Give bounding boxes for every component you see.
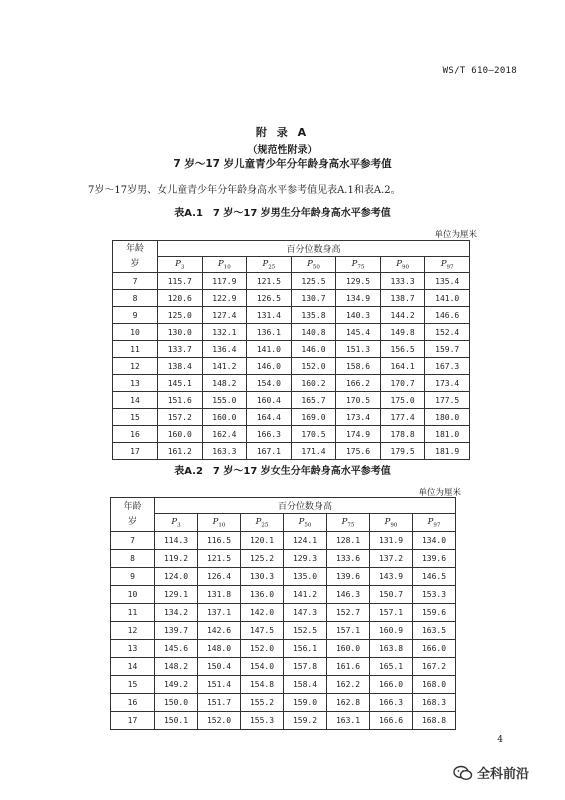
- height-cell: 145.6: [155, 640, 198, 658]
- height-cell: 130.0: [158, 324, 203, 341]
- height-cell: 124.1: [284, 532, 327, 550]
- height-cell: 159.6: [413, 604, 456, 622]
- annex-heading: 7 岁～17 岁儿童青少年分年龄身高水平参考值: [173, 158, 392, 170]
- height-cell: 126.5: [247, 290, 292, 307]
- height-cell: 139.7: [155, 622, 198, 640]
- height-cell: 142.6: [198, 622, 241, 640]
- percentile-header: $P_{25}$: [241, 514, 284, 532]
- table-row: [113, 307, 470, 324]
- height-cell: 161.2: [158, 443, 203, 460]
- height-cell: 133.6: [327, 550, 370, 568]
- page-number: 4: [497, 735, 503, 745]
- annex-title: 附 录 A: [255, 126, 310, 139]
- table-a2-unit: 单位为厘米: [418, 488, 461, 498]
- age-cell: 8: [113, 290, 158, 307]
- table-row: [113, 375, 470, 392]
- height-cell: 139.6: [327, 568, 370, 586]
- height-cell: 133.3: [380, 273, 425, 290]
- height-cell: 166.3: [247, 426, 292, 443]
- height-cell: 166.0: [413, 640, 456, 658]
- height-cell: 160.9: [370, 622, 413, 640]
- height-cell: 151.4: [198, 676, 241, 694]
- height-cell: 146.0: [291, 341, 336, 358]
- height-cell: 146.6: [425, 307, 470, 324]
- height-cell: 159.0: [284, 694, 327, 712]
- table-row: [111, 586, 456, 604]
- table-row: [113, 409, 470, 426]
- height-cell: 157.1: [327, 622, 370, 640]
- height-cell: 133.7: [158, 341, 203, 358]
- height-cell: 130.7: [291, 290, 336, 307]
- table-row: [113, 443, 470, 460]
- percentile-header: $P_{90}$: [380, 257, 425, 273]
- height-cell: 180.0: [425, 409, 470, 426]
- height-cell: 121.5: [247, 273, 292, 290]
- height-cell: 155.3: [241, 712, 284, 730]
- height-cell: 138.7: [380, 290, 425, 307]
- height-cell: 129.1: [155, 586, 198, 604]
- percentile-header: $P_{25}$: [247, 257, 292, 273]
- height-cell: 157.2: [158, 409, 203, 426]
- height-cell: 173.4: [336, 409, 381, 426]
- table-a2-caption: 表A.2 7 岁～17 岁女生分年龄身高水平参考值: [174, 466, 391, 477]
- standard-code: WS/T 610—2018: [442, 66, 517, 76]
- age-header-unit: 岁: [127, 516, 137, 527]
- height-cell: 175.6: [336, 443, 381, 460]
- age-header-unit: 岁: [130, 258, 140, 269]
- height-cell: 149.2: [155, 676, 198, 694]
- height-cell: 166.3: [370, 694, 413, 712]
- height-cell: 167.2: [413, 658, 456, 676]
- height-cell: 136.1: [247, 324, 292, 341]
- table-row: [111, 658, 456, 676]
- height-cell: 148.2: [155, 658, 198, 676]
- age-header-label: 年龄: [125, 243, 144, 254]
- age-cell: 15: [113, 409, 158, 426]
- height-cell: 126.4: [198, 568, 241, 586]
- percentile-header: $P_{10}$: [198, 514, 241, 532]
- height-cell: 148.2: [202, 375, 247, 392]
- height-cell: 143.9: [370, 568, 413, 586]
- height-cell: 115.7: [158, 273, 203, 290]
- age-cell: 7: [111, 532, 155, 550]
- percentile-group-header: 百分位数身高: [155, 498, 456, 514]
- age-cell: 16: [113, 426, 158, 443]
- watermark: [453, 763, 529, 782]
- height-cell: 177.5: [425, 392, 470, 409]
- height-cell: 157.1: [370, 604, 413, 622]
- age-cell: 9: [113, 307, 158, 324]
- height-cell: 114.3: [155, 532, 198, 550]
- height-cell: 129.3: [284, 550, 327, 568]
- intro-text: 7岁～17岁男、女儿童青少年分年龄身高水平参考值见表A.1和表A.2。: [88, 185, 401, 196]
- height-cell: 137.2: [370, 550, 413, 568]
- age-cell: 10: [111, 586, 155, 604]
- height-cell: 168.3: [413, 694, 456, 712]
- height-cell: 155.0: [202, 392, 247, 409]
- height-cell: 141.0: [425, 290, 470, 307]
- height-cell: 165.1: [370, 658, 413, 676]
- table-row: [111, 622, 456, 640]
- height-cell: 162.4: [202, 426, 247, 443]
- age-cell: 17: [113, 443, 158, 460]
- height-cell: 135.4: [425, 273, 470, 290]
- percentile-header: $P_{50}$: [291, 257, 336, 273]
- height-cell: 157.8: [284, 658, 327, 676]
- height-cell: 164.4: [247, 409, 292, 426]
- percentile-header: $P_{10}$: [202, 257, 247, 273]
- height-cell: 132.1: [202, 324, 247, 341]
- height-cell: 160.4: [247, 392, 292, 409]
- height-cell: 130.3: [241, 568, 284, 586]
- table-row: [113, 392, 470, 409]
- height-cell: 134.0: [413, 532, 456, 550]
- height-cell: 152.7: [327, 604, 370, 622]
- height-cell: 163.8: [370, 640, 413, 658]
- height-cell: 150.7: [370, 586, 413, 604]
- age-cell: 17: [111, 712, 155, 730]
- height-cell: 125.5: [291, 273, 336, 290]
- height-cell: 145.4: [336, 324, 381, 341]
- age-header: [111, 498, 155, 532]
- height-cell: 129.5: [336, 273, 381, 290]
- table-row: [111, 676, 456, 694]
- height-cell: 170.5: [291, 426, 336, 443]
- height-cell: 148.0: [198, 640, 241, 658]
- height-cell: 136.0: [241, 586, 284, 604]
- table-row: [111, 694, 456, 712]
- height-cell: 131.4: [247, 307, 292, 324]
- height-cell: 177.4: [380, 409, 425, 426]
- height-cell: 160.0: [327, 640, 370, 658]
- table-a2: [110, 497, 456, 730]
- height-cell: 150.0: [155, 694, 198, 712]
- height-cell: 159.7: [425, 341, 470, 358]
- height-cell: 178.8: [380, 426, 425, 443]
- table-row: [111, 712, 456, 730]
- height-cell: 152.4: [425, 324, 470, 341]
- table-a1-caption: 表A.1 7 岁～17 岁男生分年龄身高水平参考值: [174, 208, 391, 219]
- height-cell: 169.0: [291, 409, 336, 426]
- height-cell: 119.2: [155, 550, 198, 568]
- height-cell: 181.9: [425, 443, 470, 460]
- table-row: [111, 550, 456, 568]
- height-cell: 125.2: [241, 550, 284, 568]
- table-row: [111, 604, 456, 622]
- age-cell: 11: [113, 341, 158, 358]
- height-cell: 160.0: [202, 409, 247, 426]
- height-cell: 150.4: [198, 658, 241, 676]
- age-cell: 15: [111, 676, 155, 694]
- height-cell: 158.6: [336, 358, 381, 375]
- age-header: [113, 241, 158, 273]
- table-row: [113, 273, 470, 290]
- height-cell: 116.5: [198, 532, 241, 550]
- height-cell: 117.9: [202, 273, 247, 290]
- height-cell: 152.0: [291, 358, 336, 375]
- height-cell: 137.1: [198, 604, 241, 622]
- height-cell: 166.6: [370, 712, 413, 730]
- table-row: [111, 568, 456, 586]
- height-cell: 171.4: [291, 443, 336, 460]
- height-cell: 160.0: [158, 426, 203, 443]
- height-cell: 141.2: [284, 586, 327, 604]
- age-cell: 12: [111, 622, 155, 640]
- height-cell: 134.9: [336, 290, 381, 307]
- age-header-label: 年龄: [123, 501, 142, 512]
- height-cell: 136.4: [202, 341, 247, 358]
- height-cell: 120.1: [241, 532, 284, 550]
- table-row: [111, 640, 456, 658]
- height-cell: 156.1: [284, 640, 327, 658]
- height-cell: 135.8: [291, 307, 336, 324]
- height-cell: 151.7: [198, 694, 241, 712]
- height-cell: 152.0: [241, 640, 284, 658]
- height-cell: 142.0: [241, 604, 284, 622]
- height-cell: 124.0: [155, 568, 198, 586]
- watermark-text: 全科前沿: [476, 767, 529, 782]
- height-cell: 147.5: [241, 622, 284, 640]
- height-cell: 127.4: [202, 307, 247, 324]
- height-cell: 167.3: [425, 358, 470, 375]
- height-cell: 166.0: [370, 676, 413, 694]
- height-cell: 145.1: [158, 375, 203, 392]
- height-cell: 147.3: [284, 604, 327, 622]
- height-cell: 140.8: [291, 324, 336, 341]
- height-cell: 140.3: [336, 307, 381, 324]
- percentile-header: $P_3$: [158, 257, 203, 273]
- table-a1: [112, 240, 470, 460]
- height-cell: 163.5: [413, 622, 456, 640]
- height-cell: 154.0: [247, 375, 292, 392]
- height-cell: 141.0: [247, 341, 292, 358]
- height-cell: 162.2: [327, 676, 370, 694]
- age-cell: 16: [111, 694, 155, 712]
- height-cell: 170.5: [336, 392, 381, 409]
- height-cell: 153.3: [413, 586, 456, 604]
- height-cell: 154.0: [241, 658, 284, 676]
- height-cell: 161.6: [327, 658, 370, 676]
- height-cell: 163.3: [202, 443, 247, 460]
- height-cell: 149.8: [380, 324, 425, 341]
- age-cell: 11: [111, 604, 155, 622]
- height-cell: 163.1: [327, 712, 370, 730]
- table-row: [113, 324, 470, 341]
- height-cell: 150.1: [155, 712, 198, 730]
- percentile-header: $P_3$: [155, 514, 198, 532]
- table-row: [111, 532, 456, 550]
- height-cell: 181.0: [425, 426, 470, 443]
- age-cell: 14: [111, 658, 155, 676]
- height-cell: 141.2: [202, 358, 247, 375]
- height-cell: 131.9: [370, 532, 413, 550]
- height-cell: 131.8: [198, 586, 241, 604]
- percentile-header: $P_{97}$: [425, 257, 470, 273]
- height-cell: 168.8: [413, 712, 456, 730]
- height-cell: 144.2: [380, 307, 425, 324]
- percentile-header: $P_{75}$: [327, 514, 370, 532]
- height-cell: 120.6: [158, 290, 203, 307]
- age-cell: 7: [113, 273, 158, 290]
- height-cell: 155.2: [241, 694, 284, 712]
- height-cell: 151.6: [158, 392, 203, 409]
- age-cell: 14: [113, 392, 158, 409]
- height-cell: 175.0: [380, 392, 425, 409]
- height-cell: 135.0: [284, 568, 327, 586]
- height-cell: 154.8: [241, 676, 284, 694]
- height-cell: 166.2: [336, 375, 381, 392]
- height-cell: 159.2: [284, 712, 327, 730]
- age-cell: 10: [113, 324, 158, 341]
- height-cell: 138.4: [158, 358, 203, 375]
- height-cell: 134.2: [155, 604, 198, 622]
- height-cell: 168.0: [413, 676, 456, 694]
- annex-subtitle: （规范性附录）: [247, 145, 318, 156]
- height-cell: 174.9: [336, 426, 381, 443]
- height-cell: 156.5: [380, 341, 425, 358]
- height-cell: 121.5: [198, 550, 241, 568]
- height-cell: 122.9: [202, 290, 247, 307]
- table-row: [113, 358, 470, 375]
- height-cell: 146.5: [413, 568, 456, 586]
- height-cell: 146.0: [247, 358, 292, 375]
- height-cell: 128.1: [327, 532, 370, 550]
- age-cell: 12: [113, 358, 158, 375]
- wechat-icon: [453, 765, 473, 781]
- table-a1-unit: 单位为厘米: [434, 230, 477, 240]
- height-cell: 125.0: [158, 307, 203, 324]
- percentile-header: $P_{97}$: [413, 514, 456, 532]
- height-cell: 170.7: [380, 375, 425, 392]
- percentile-header: $P_{90}$: [370, 514, 413, 532]
- height-cell: 179.5: [380, 443, 425, 460]
- height-cell: 173.4: [425, 375, 470, 392]
- height-cell: 165.7: [291, 392, 336, 409]
- height-cell: 158.4: [284, 676, 327, 694]
- age-cell: 13: [111, 640, 155, 658]
- height-cell: 152.0: [198, 712, 241, 730]
- height-cell: 164.1: [380, 358, 425, 375]
- table-row: [113, 290, 470, 307]
- height-cell: 160.2: [291, 375, 336, 392]
- age-cell: 13: [113, 375, 158, 392]
- table-row: [113, 426, 470, 443]
- height-cell: 139.6: [413, 550, 456, 568]
- age-cell: 9: [111, 568, 155, 586]
- height-cell: 167.1: [247, 443, 292, 460]
- height-cell: 151.3: [336, 341, 381, 358]
- percentile-group-header: 百分位数身高: [158, 241, 470, 257]
- height-cell: 146.3: [327, 586, 370, 604]
- height-cell: 162.8: [327, 694, 370, 712]
- table-row: [113, 341, 470, 358]
- percentile-header: $P_{50}$: [284, 514, 327, 532]
- age-cell: 8: [111, 550, 155, 568]
- height-cell: 152.5: [284, 622, 327, 640]
- percentile-header: $P_{75}$: [336, 257, 381, 273]
